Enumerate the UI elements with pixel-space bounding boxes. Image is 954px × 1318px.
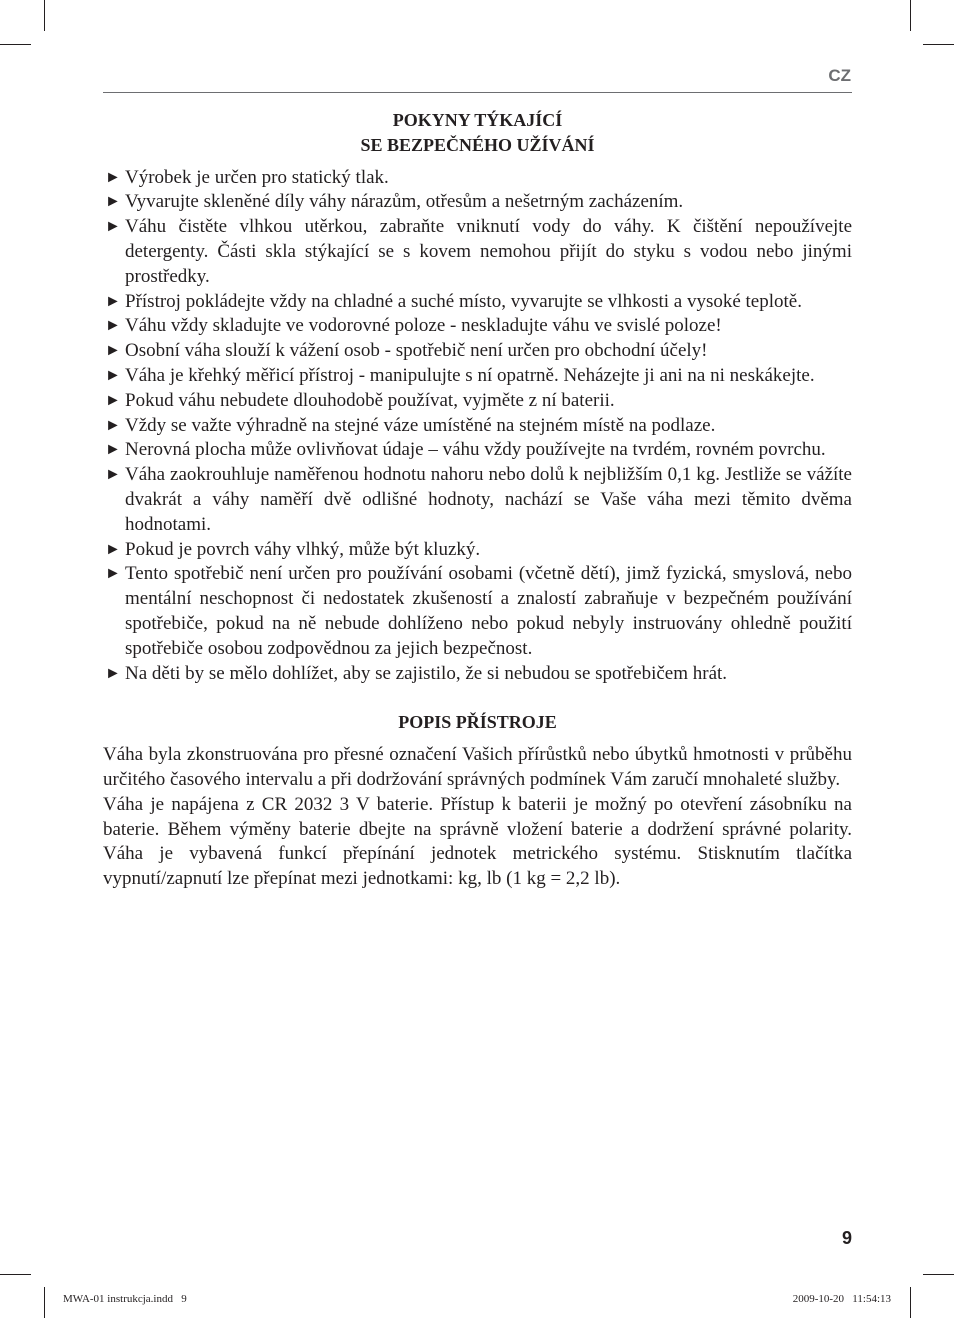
crop-mark	[923, 1274, 954, 1275]
list-item	[103, 414, 852, 439]
list-item-text: Pokud je povrch váhy vlhký, může být kluzký.	[125, 538, 481, 560]
crop-mark	[923, 44, 954, 45]
header-rule	[103, 92, 852, 93]
list-item-text: Na děti by se mělo dohlížet, aby se zajistilo, že si nebudou se spotřebičem hrát.	[125, 662, 728, 684]
bullet-arrow-icon: ►	[105, 540, 121, 558]
bullet-arrow-icon: ►	[105, 391, 121, 409]
list-item-text: Váha zaokrouhluje naměřenou hodnotu nahoru nebo dolů k nejbližším 0,1 kg. Jestliže se vážíte dvakrát a váhy naměří dvě odlišné hodnoty, nachází se Vaše váha mezi těmito dvěma hodnotami.	[125, 464, 852, 535]
list-item-text: Váhu vždy skladujte ve vodorovné poloze - neskladujte váhu ve svislé poloze!	[125, 315, 722, 337]
bullet-arrow-icon: ►	[105, 466, 121, 484]
description-paragraph: Váha je napájena z CR 2032 3 V baterie. Přístup k baterii je možný po otevření zásobníku na baterie. Během výměny baterie dbejte na správně vložení baterie a dodržení správné polarity. Váha je vybavená funkcí přepínání jednotek metrického systému. Stisknutím tlačítka vypnutí/zapnutí lze přepínat mezi jednotkami: kg, lb (1 kg = 2,2 lb).	[103, 793, 852, 890]
bullet-arrow-icon: ►	[105, 342, 121, 360]
crop-mark	[44, 0, 45, 31]
list-item	[103, 314, 852, 339]
section-title-description: POPIS PŘÍSTROJE	[398, 712, 557, 733]
list-item	[103, 166, 852, 191]
list-item	[103, 662, 852, 687]
bullet-arrow-icon: ►	[105, 441, 121, 459]
page-number: 9	[841, 1228, 852, 1248]
page-content	[103, 108, 852, 892]
bullet-arrow-icon: ►	[105, 565, 121, 583]
list-item-text: Výrobek je určen pro statický tlak.	[125, 166, 389, 188]
list-item	[103, 538, 852, 563]
list-item	[103, 290, 852, 315]
list-item-text: Osobní váha slouží k vážení osob - spotřebič není určen pro obchodní účely!	[125, 340, 708, 362]
list-item-text: Vyvarujte skleněné díly váhy nárazům, otřesům a nešetrným zacházením.	[125, 191, 684, 213]
bullet-arrow-icon: ►	[105, 292, 121, 310]
bullet-arrow-icon: ►	[105, 664, 121, 682]
section-title-line: SE BEZPEČNÉHO UŽÍVÁNÍ	[360, 134, 595, 155]
list-item	[103, 389, 852, 414]
bullet-arrow-icon: ►	[105, 218, 121, 236]
list-item	[103, 190, 852, 215]
crop-mark	[910, 0, 911, 31]
list-item	[103, 562, 852, 661]
list-item	[103, 438, 852, 463]
list-item-text: Vždy se važte výhradně na stejné váze umístěné na stejném místě na podlaze.	[125, 414, 716, 436]
section-title-safety	[103, 108, 852, 158]
list-item	[103, 364, 852, 389]
bullet-arrow-icon: ►	[105, 193, 121, 211]
list-item-text: Přístroj pokládejte vždy na chladné a suché místo, vyvarujte se vlhkosti a vysoké teplotě.	[125, 290, 802, 312]
description-paragraph: Váha byla zkonstruována pro přesné označení Vašich přírůstků nebo úbytků hmotnosti v průběhu určitého časového intervalu a při dodržování správných podmínek Vám zaručí mnohaleté služby.	[103, 744, 852, 790]
safety-list	[103, 166, 852, 687]
list-item	[103, 463, 852, 537]
crop-mark	[910, 1287, 911, 1318]
footer-filename: MWA-01 instrukcja.indd 9	[63, 1293, 187, 1305]
list-item-text: Váhu čistěte vlhkou utěrkou, zabraňte vniknutí vody do váhy. K čištění nepoužívejte detergenty. Části skla stýkající se s kovem nemohou přijít do styku s vodou nebo jinými prostředky.	[125, 216, 852, 287]
list-item-text: Tento spotřebič není určen pro používání osobami (včetně dětí), jimž fyzická, smyslová, nebo mentální neschopnost či nedostatek zkušeností a znalostí zabraňuje v bezpečném používání spotřebiče, pokud na ně nebude dohlíženo nebo pokud nebyly instruovány ohledně použití spotřebiče osobou zodpovědnou za jejich bezpečnost.	[125, 563, 852, 659]
footer-timestamp: 2009-10-20 11:54:13	[792, 1293, 891, 1305]
bullet-arrow-icon: ►	[105, 168, 121, 186]
crop-mark	[44, 1287, 45, 1318]
bullet-arrow-icon: ►	[105, 317, 121, 335]
crop-mark	[0, 1274, 31, 1275]
list-item	[103, 215, 852, 289]
list-item-text: Nerovná plocha může ovlivňovat údaje – váhu vždy používejte na tvrdém, rovném povrchu.	[125, 439, 826, 461]
crop-mark	[0, 44, 31, 45]
bullet-arrow-icon: ►	[105, 416, 121, 434]
bullet-arrow-icon: ►	[105, 366, 121, 384]
list-item	[103, 339, 852, 364]
list-item-text: Pokud váhu nebudete dlouhodobě používat, vyjměte z ní baterii.	[125, 389, 615, 411]
section-title-line: POKYNY TÝKAJÍCÍ	[392, 110, 563, 130]
list-item-text: Váha je křehký měřicí přístroj - manipulujte s ní opatrně. Neházejte ji ani na ni neskákejte.	[125, 364, 815, 386]
language-label: CZ	[828, 66, 851, 85]
